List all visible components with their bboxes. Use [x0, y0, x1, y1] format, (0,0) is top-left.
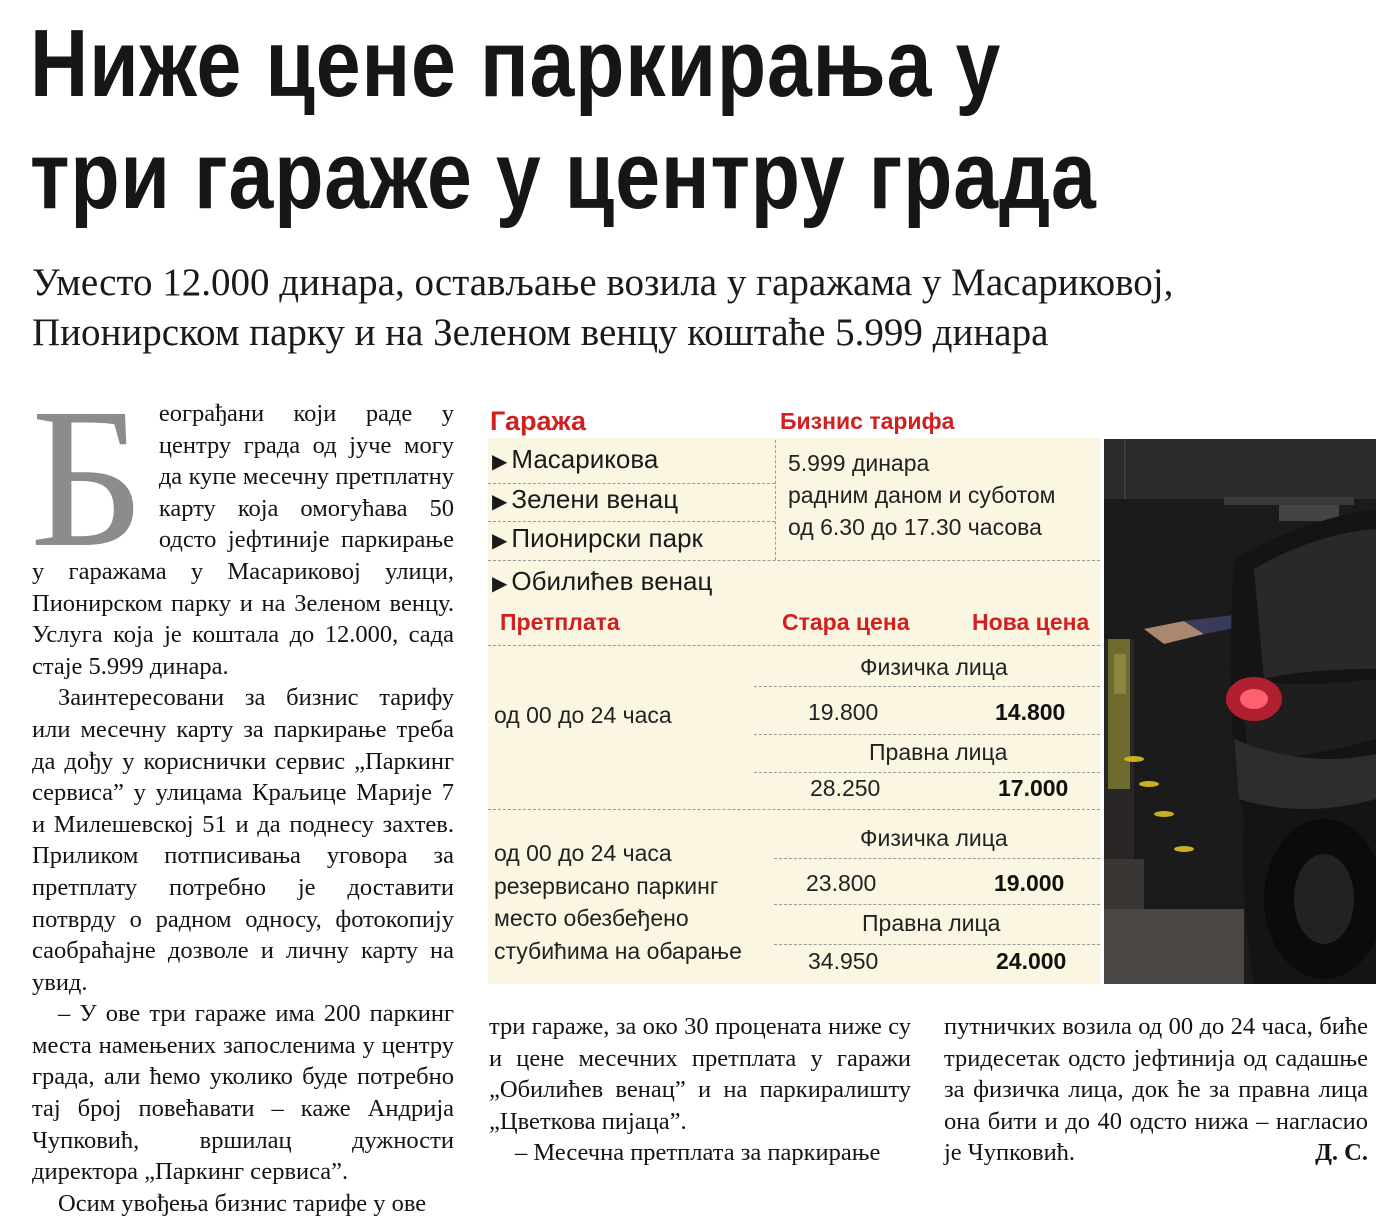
table-divider	[488, 645, 1100, 646]
header-old-price: Стара цена	[782, 609, 910, 635]
block-2-label-line: место обезбеђено	[494, 905, 689, 931]
table-divider	[488, 560, 1100, 561]
old-price: 23.800	[806, 870, 877, 896]
subtitle-line-1: Уместо 12.000 динара, остављање возила у гаражама у Масариковој,	[32, 261, 1174, 304]
table-divider	[754, 772, 1100, 773]
new-price: 14.800	[995, 699, 1066, 725]
table-divider	[774, 904, 1100, 905]
paragraph-1	[30, 368, 454, 682]
business-rate-line: 5.999 динара	[788, 450, 930, 476]
garage-name: Масарикова	[511, 444, 659, 474]
headline	[30, 8, 1164, 232]
new-price: 17.000	[998, 775, 1069, 801]
old-price: 19.800	[808, 699, 879, 725]
triangle-bullet-icon: ▶	[492, 573, 508, 595]
category-legal: Правна лица	[862, 910, 1001, 936]
table-divider	[488, 521, 775, 522]
subtitle	[32, 258, 1372, 358]
paragraph-1-text: еограђани који раде у центру града од јуче могу да купе месечну претплатну карту која омогућава 50 одсто јефтиније паркирање у гаражама у Масариковој улици, Пионирском парку и на Зеленом венцу. Услуга која је коштала до 12.000, сада стаје 5.999 динара.	[32, 400, 454, 680]
garage-item	[492, 444, 658, 475]
author-signature: Д. С.	[1315, 1139, 1368, 1167]
triangle-bullet-icon: ▶	[492, 451, 508, 473]
category-physical: Физичка лица	[860, 654, 1008, 680]
headline-line-2: три гараже у центру града	[30, 122, 1097, 229]
paragraph-2: Заинтересовани за бизнис тарифу или месечну карту за паркирање треба да дођу у кориснички сервис „Паркинг сервиса” у улицама Краљице Марије 7 и Милешевској 51 и да поднесу захтев. Приликом потписивања уговора за претплату потребно је доставити потврду о радном односу, фотокопију саобраћајне дозволе и личну карту на увид.	[32, 684, 454, 996]
garage-name: Пионирски парк	[511, 523, 703, 553]
triangle-bullet-icon: ▶	[492, 530, 508, 552]
garage-name: Обилићев венац	[511, 566, 713, 596]
header-subscription: Претплата	[500, 609, 620, 635]
header-business-rate: Бизнис тарифа	[780, 408, 955, 434]
old-price: 34.950	[808, 948, 879, 974]
paragraph-4: Осим увођења бизнис тарифе у ове	[58, 1189, 427, 1217]
category-legal: Правна лица	[869, 739, 1008, 765]
block-2-label-line: од 00 до 24 часа	[494, 840, 672, 866]
paragraph-7	[944, 1011, 1368, 1169]
old-price: 28.250	[810, 775, 881, 801]
headline-line-1: Ниже цене паркирања у	[30, 10, 1002, 117]
paragraph-7-text: путничких возила од 00 до 24 часа, биће тридесетак одсто јефтинија од садашње за физичка лица, док ће за правна лица она бити и до 40 одсто нижа – нагласио је Чупковић.	[944, 1013, 1368, 1167]
table-divider	[774, 858, 1100, 859]
paragraph-6: – Месечна претплата за паркирање	[515, 1139, 881, 1167]
table-divider	[754, 686, 1100, 687]
category-physical: Физичка лица	[860, 825, 1008, 851]
block-2-label-line: резервисано паркинг	[494, 873, 719, 899]
table-divider	[775, 440, 776, 560]
parking-garage-photo	[1104, 439, 1376, 984]
paragraph-3: – У ове три гараже има 200 паркинг места намењених запосленима у центру града, али ћемо уколико буде потребно тај број повећавати – каже Андрија Чупковић, вршилац дужности директора „Паркинг сервиса”.	[32, 1000, 454, 1186]
table-divider	[774, 944, 1100, 945]
table-divider	[754, 734, 1100, 735]
price-table	[484, 400, 1104, 984]
garage-item	[492, 566, 712, 597]
block-1-label: од 00 до 24 часа	[494, 702, 672, 728]
new-price: 24.000	[996, 948, 1067, 974]
drop-cap: Б	[30, 368, 145, 589]
article-column-2	[489, 1011, 911, 1169]
triangle-bullet-icon: ▶	[492, 491, 508, 513]
block-2-label-line: стубићима на обарање	[494, 938, 742, 964]
business-rate-line: радним даном и суботом	[788, 482, 1056, 508]
garage-item	[492, 484, 678, 515]
garage-name: Зелени венац	[511, 484, 679, 514]
table-divider	[488, 809, 1100, 810]
article-column-1	[30, 368, 454, 1219]
garage-item	[492, 523, 703, 554]
header-garage: Гаража	[490, 406, 586, 436]
subtitle-line-2: Пионирском парку и на Зеленом венцу коштаће 5.999 динара	[32, 311, 1049, 354]
article-column-3	[944, 1011, 1368, 1169]
new-price: 19.000	[994, 870, 1065, 896]
car-at-barrier-illustration	[1104, 439, 1376, 984]
header-new-price: Нова цена	[972, 609, 1090, 635]
business-rate-line: од 6.30 до 17.30 часова	[788, 514, 1042, 540]
paragraph-5: три гараже, за око 30 процената ниже су и цене месечних претплата у гаражи „Обилићев венац” и на паркиралишту „Цветкова пијаца”.	[489, 1013, 911, 1135]
